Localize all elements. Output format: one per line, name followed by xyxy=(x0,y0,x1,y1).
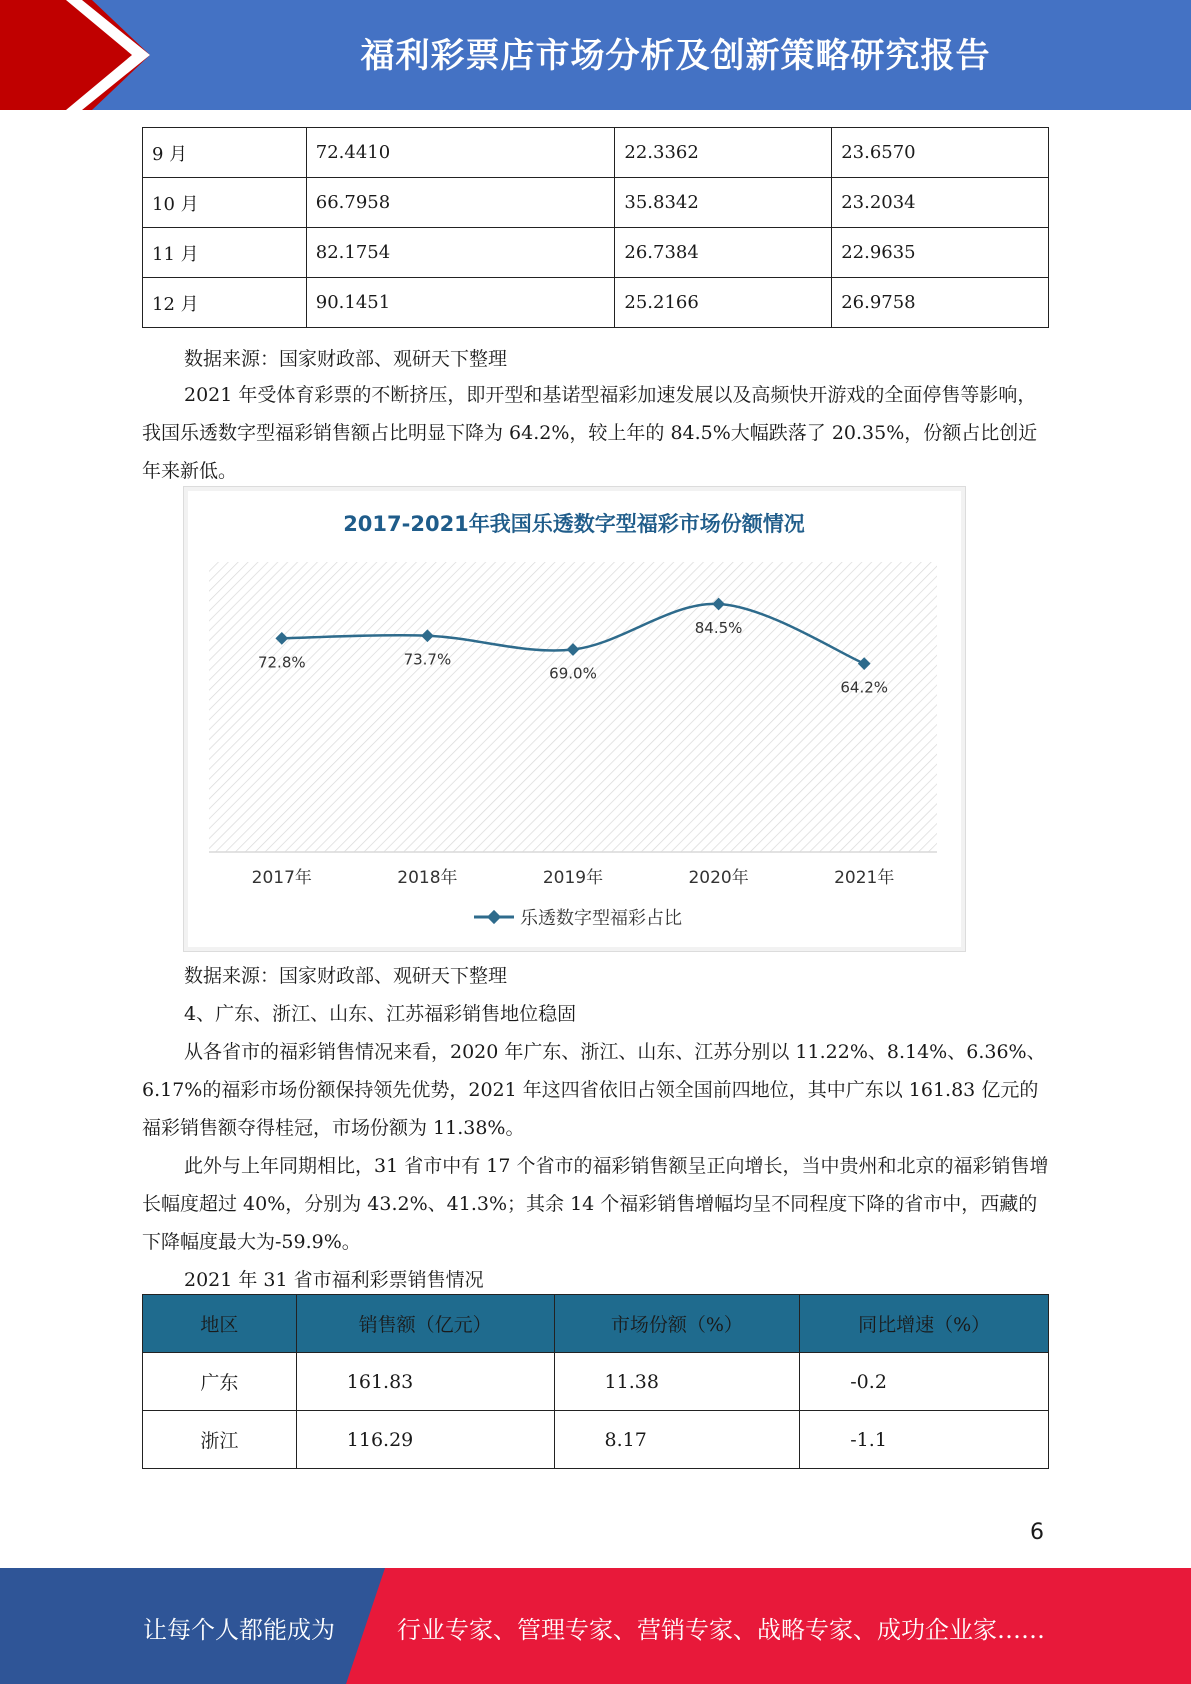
paragraph-growth: 此外与上年同期相比，31 省市中有 17 个省市的福彩销售额呈正向增长，当中贵州和北京的福彩销售增长幅度超过 40%，分别为 43.2%、41.3%；其余 14 个福彩销售增幅均呈不同程度下降的省市中，西藏的下降幅度最大为-59.9%。 xyxy=(142,1155,1049,1253)
table-cell: 23.6570 xyxy=(832,128,1049,178)
paragraph-lotto-share: 2021 年受体育彩票的不断挤压，即开型和基诺型福彩加速发展以及高频快开游戏的全面停售等影响，我国乐透数字型福彩销售额占比明显下降为 64.2%，较上年的 84.5%大幅跌落了 20.35%，份额占比创近年来新低。 xyxy=(142,384,1038,482)
line-chart xyxy=(183,486,966,952)
data-source-note: 数据来源：国家财政部、观研天下整理 xyxy=(184,348,508,370)
page-header xyxy=(0,0,1191,110)
table-cell: 26.9758 xyxy=(832,278,1049,328)
column-header: 同比增速（%） xyxy=(800,1295,1049,1353)
table-cell: -1.1 xyxy=(800,1411,1049,1469)
table-cell: -0.2 xyxy=(800,1353,1049,1411)
footer-slogan-left: 让每个人都能成为 xyxy=(143,1616,335,1644)
province-sales-table xyxy=(142,1294,1049,1469)
table-cell: 23.2034 xyxy=(832,178,1049,228)
section-heading-4: 4、广东、浙江、山东、江苏福彩销售地位稳固 xyxy=(184,1003,577,1025)
table-cell: 11 月 xyxy=(143,228,307,278)
table-cell: 66.7958 xyxy=(306,178,615,228)
x-tick-label: 2017年 xyxy=(251,868,312,888)
chart-title: 2017-2021年我国乐透数字型福彩市场份额情况 xyxy=(343,512,805,536)
x-tick-label: 2019年 xyxy=(542,868,604,888)
table-row xyxy=(143,278,1049,328)
table-cell: 90.1451 xyxy=(306,278,615,328)
legend-label: 乐透数字型福彩占比 xyxy=(520,908,682,929)
table-cell: 82.1754 xyxy=(306,228,615,278)
table-cell: 26.7384 xyxy=(615,228,832,278)
page-footer xyxy=(0,1568,1191,1684)
legend-marker xyxy=(487,910,501,924)
data-source-note-2: 数据来源：国家财政部、观研天下整理 xyxy=(184,965,508,987)
x-tick-label: 2020年 xyxy=(688,868,749,888)
table-row xyxy=(143,178,1049,228)
table-header-row xyxy=(143,1295,1049,1353)
table-row xyxy=(143,1411,1049,1469)
table-cell: 11.38 xyxy=(554,1353,800,1411)
data-label: 72.8% xyxy=(257,653,306,672)
x-tick-label: 2021年 xyxy=(834,868,895,888)
table-caption: 2021 年 31 省市福利彩票销售情况 xyxy=(184,1269,484,1291)
table-row xyxy=(143,228,1049,278)
data-label: 69.0% xyxy=(549,664,597,683)
report-title: 福利彩票店市场分析及创新策略研究报告 xyxy=(360,36,991,76)
monthly-sales-table xyxy=(142,127,1049,328)
table-cell: 25.2166 xyxy=(615,278,832,328)
paragraph-province-share: 从各省市的福彩销售情况来看，2020 年广东、浙江、山东、江苏分别以 11.22%、8.14%、6.36%、6.17%的福彩市场份额保持领先优势，2021 年这四省依旧占领全国前四地位，其中广东以 161.83 亿元的福彩销售额夺得桂冠，市场份额为 11.38%。 xyxy=(142,1041,1046,1139)
column-header: 市场份额（%） xyxy=(554,1295,800,1353)
chart-legend xyxy=(474,908,682,929)
chart-svg xyxy=(184,487,965,951)
table-cell: 116.29 xyxy=(296,1411,554,1469)
column-header: 地区 xyxy=(143,1295,297,1353)
table-cell: 8.17 xyxy=(554,1411,800,1469)
page-number: 6 xyxy=(1030,1520,1044,1545)
data-label: 73.7% xyxy=(403,650,452,669)
table-cell: 12 月 xyxy=(143,278,307,328)
table-cell: 10 月 xyxy=(143,178,307,228)
table-cell: 浙江 xyxy=(143,1411,297,1469)
data-label: 64.2% xyxy=(840,678,889,697)
table-cell: 161.83 xyxy=(296,1353,554,1411)
table-row xyxy=(143,1353,1049,1411)
footer-slogan-right: 行业专家、管理专家、营销专家、战略专家、成功企业家…… xyxy=(397,1616,1045,1644)
table-cell: 广东 xyxy=(143,1353,297,1411)
plot-area xyxy=(209,562,937,852)
table-cell: 22.9635 xyxy=(832,228,1049,278)
table-cell: 35.8342 xyxy=(615,178,832,228)
header-red-arrow xyxy=(0,0,150,110)
table-row xyxy=(143,128,1049,178)
table-cell: 9 月 xyxy=(143,128,307,178)
table-cell: 72.4410 xyxy=(306,128,615,178)
table-cell: 22.3362 xyxy=(615,128,832,178)
data-label: 84.5% xyxy=(694,619,743,638)
column-header: 销售额（亿元） xyxy=(296,1295,554,1353)
x-tick-label: 2018年 xyxy=(397,868,458,888)
